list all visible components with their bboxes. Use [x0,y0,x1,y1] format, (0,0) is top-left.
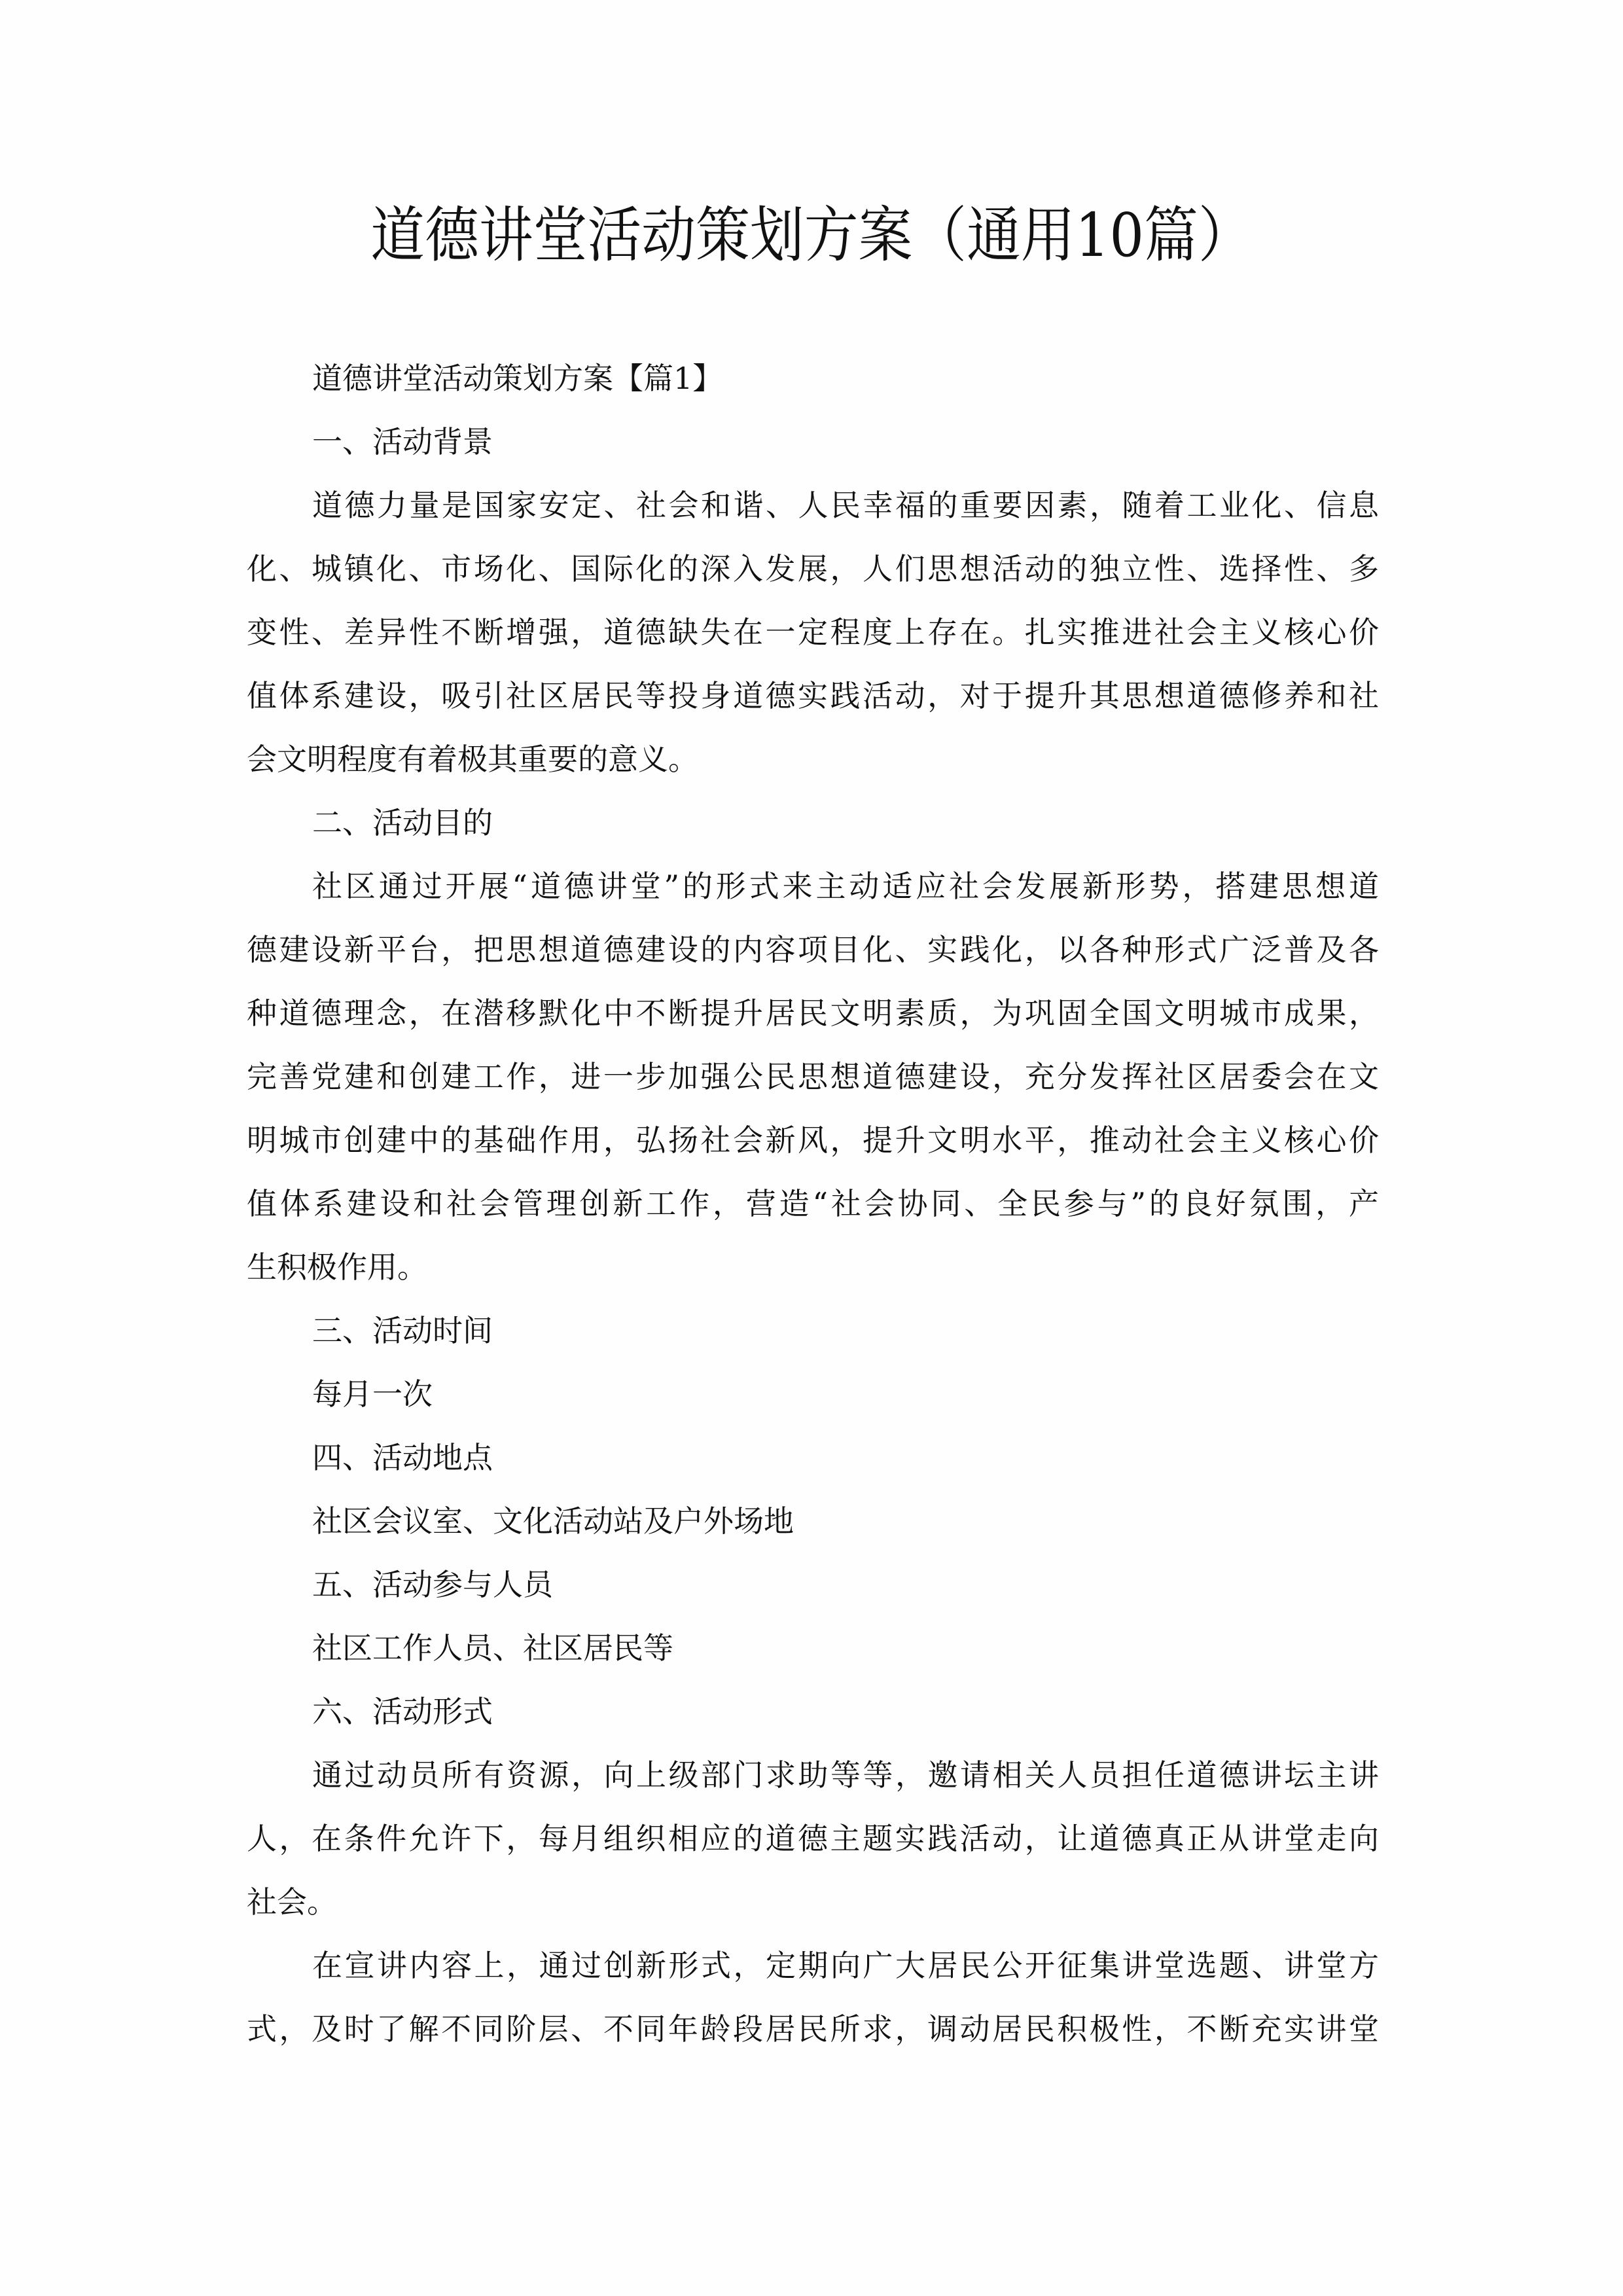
section-heading: 道德讲堂活动策划方案【篇1】 [312,361,723,396]
document-title: 道德讲堂活动策划方案（通用10篇） [370,200,1253,270]
paragraph-line: 值体系建设，吸引社区居民等投身道德实践活动，对于提升其思想道德修养和社 [247,678,1379,713]
paragraph-line: 变性、差异性不断增强，道德缺失在一定程度上存在。扎实推进社会主义核心价 [247,615,1379,650]
paragraph-line: 社区会议室、文化活动站及户外场地 [312,1503,794,1539]
paragraph-line: 生积极作用。 [247,1249,427,1285]
paragraph-line: 完善党建和创建工作，进一步加强公民思想道德建设，充分发挥社区居委会在文 [247,1059,1379,1094]
section-heading: 六、活动形式 [312,1694,493,1729]
paragraph-line: 每月一次 [312,1376,433,1412]
paragraph-line: 种道德理念，在潜移默化中不断提升居民文明素质，为巩固全国文明城市成果， [247,996,1379,1031]
paragraph-line: 社区工作人员、社区居民等 [312,1630,673,1666]
paragraph-line: 式，及时了解不同阶层、不同年龄段居民所求，调动居民积极性，不断充实讲堂 [247,2011,1379,2047]
section-heading: 二、活动目的 [312,805,493,840]
paragraph-line: 明城市创建中的基础作用，弘扬社会新风，提升文明水平，推动社会主义核心价 [247,1122,1379,1158]
paragraph-line: 德建设新平台，把思想道德建设的内容项目化、实践化，以各种形式广泛普及各 [247,932,1379,967]
paragraph-line: 会文明程度有着极其重要的意义。 [247,742,698,777]
paragraph-line: 社会。 [247,1884,337,1920]
paragraph-line: 在宣讲内容上，通过创新形式，定期向广大居民公开征集讲堂选题、讲堂方 [312,1948,1379,1983]
paragraph-line: 社区通过开展“道德讲堂”的形式来主动适应社会发展新形势，搭建思想道 [312,869,1379,904]
paragraph-line: 道德力量是国家安定、社会和谐、人民幸福的重要因素，随着工业化、信息 [312,488,1379,523]
paragraph-line: 化、城镇化、市场化、国际化的深入发展，人们思想活动的独立性、选择性、多 [247,551,1379,586]
section-heading: 一、活动背景 [312,424,493,459]
paragraph-line: 值体系建设和社会管理创新工作，营造“社会协同、全民参与”的良好氛围，产 [247,1186,1379,1221]
section-heading: 四、活动地点 [312,1440,493,1475]
section-heading: 五、活动参与人员 [312,1567,553,1602]
section-heading: 三、活动时间 [312,1313,493,1348]
paragraph-line: 人，在条件允许下，每月组织相应的道德主题实践活动，让道德真正从讲堂走向 [247,1821,1379,1856]
paragraph-line: 通过动员所有资源，向上级部门求助等等，邀请相关人员担任道德讲坛主讲 [312,1757,1379,1793]
